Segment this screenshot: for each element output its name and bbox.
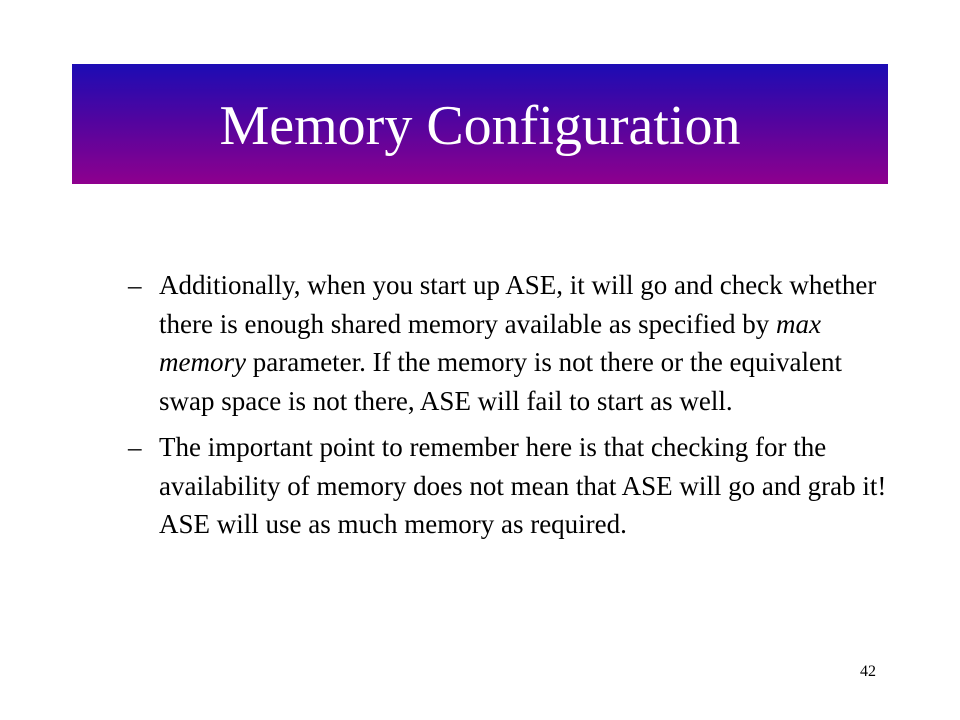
bullet-text-italic-segment: max memory [159, 308, 822, 377]
page-number: 42 [860, 663, 876, 680]
bullet-text [159, 270, 876, 416]
bullet-text-segment: Additionally, when you start up ASE, it will go and check whether there is enough shared memory available as specified by [159, 270, 877, 339]
bullet-item [128, 266, 888, 420]
bullet-list [128, 266, 888, 552]
bullet-dash: – [128, 270, 142, 300]
bullet-text-segment: parameter. If the memory is not there or the equivalent swap space is not there, ASE will fail to start as well. [159, 347, 843, 416]
bullet-dash: – [128, 432, 142, 462]
bullet-text-segment: The important point to remember here is that checking for the availability of memory does not mean that ASE will go and grab it! ASE will use as much memory as required. [159, 432, 887, 539]
bullet-text [159, 432, 886, 539]
title-banner [72, 64, 888, 184]
bullet-item [128, 428, 888, 544]
slide-title: Memory Configuration [219, 95, 741, 157]
